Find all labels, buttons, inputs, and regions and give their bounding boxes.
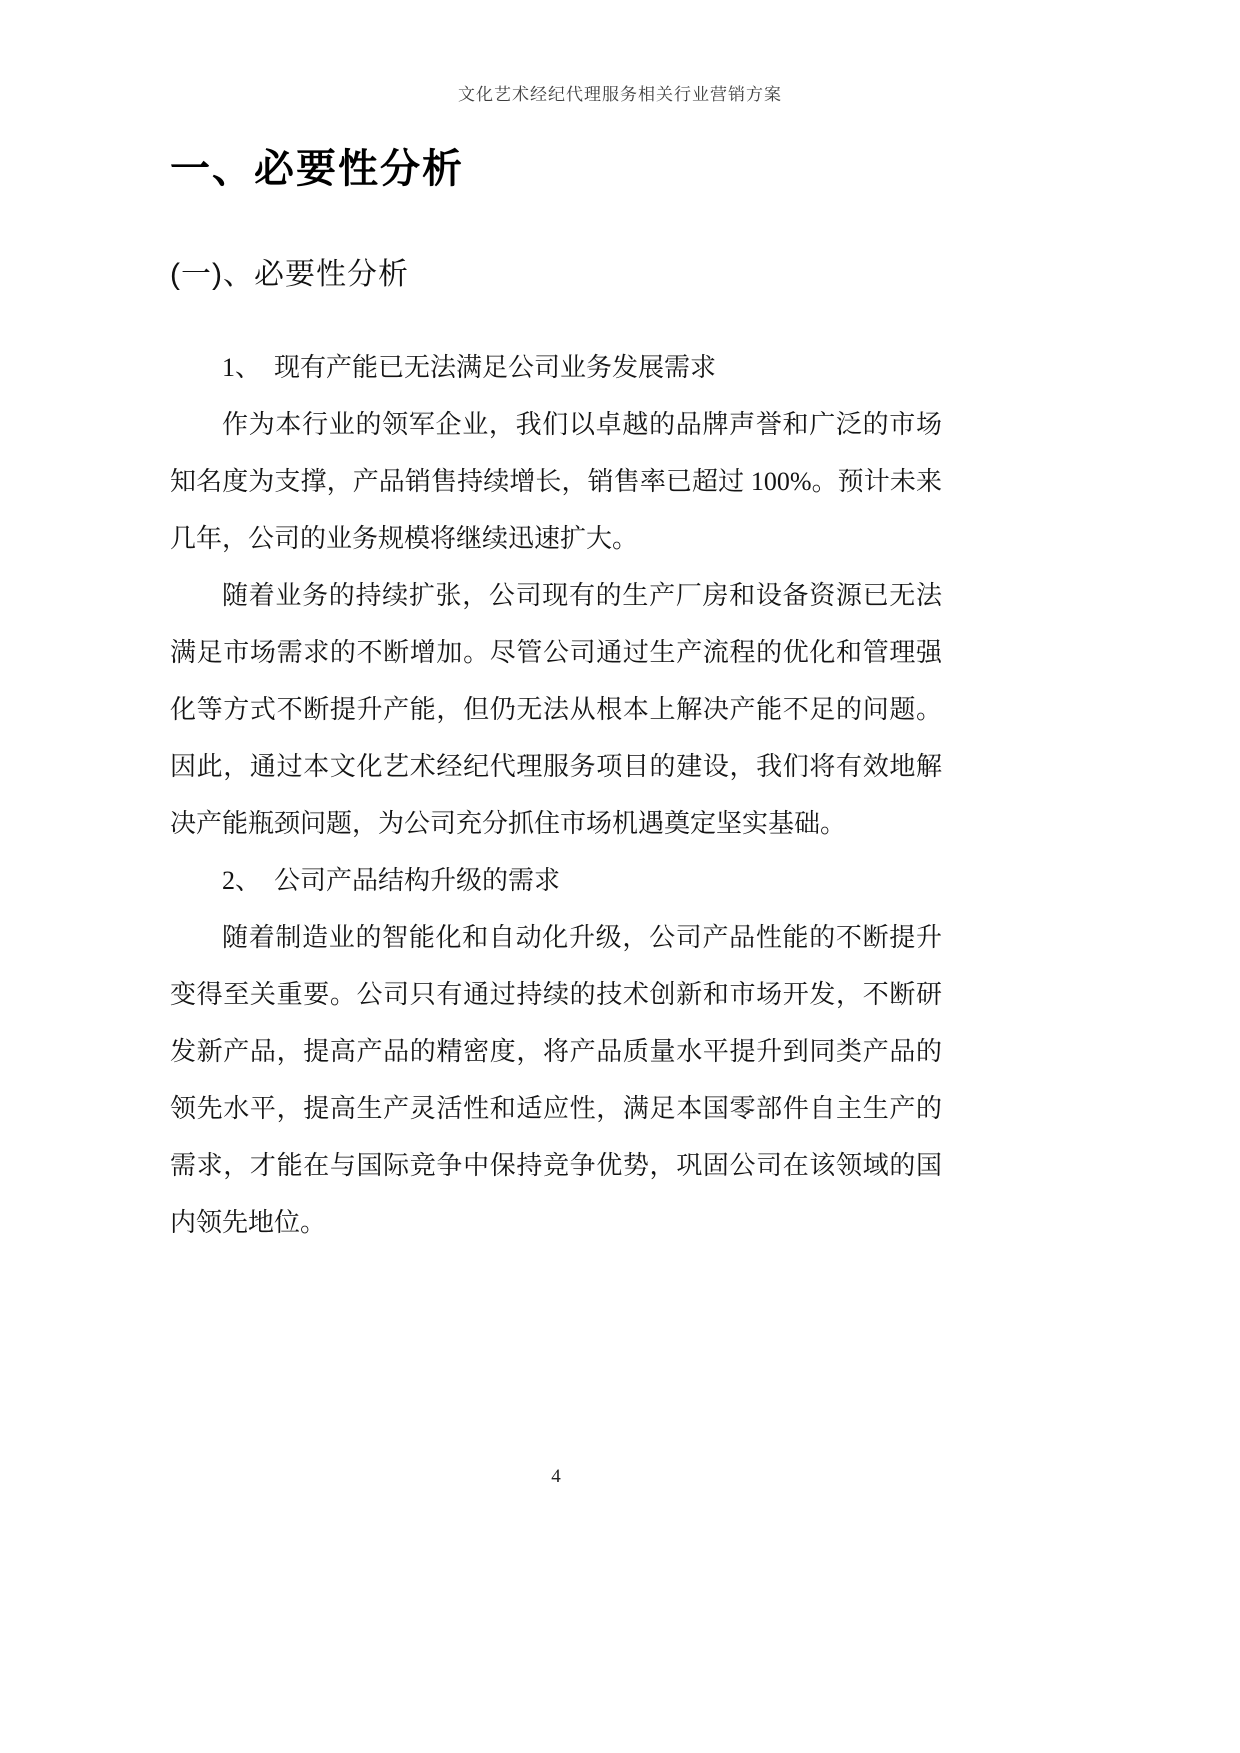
- numbered-item-1: 1、 现有产能已无法满足公司业务发展需求: [222, 353, 717, 382]
- page-number: 4: [551, 1466, 561, 1487]
- paragraph: 作为本行业的领军企业，我们以卓越的品牌声誉和广泛的市场知名度为支撑，产品销售持续增长，销售率已超过 100%。预计未来几年，公司的业务规模将继续迅速扩大。: [170, 410, 942, 553]
- content-column: [170, 145, 942, 1251]
- document-header-title: 文化艺术经纪代理服务相关行业营销方案: [458, 85, 782, 104]
- paragraph: 随着业务的持续扩张，公司现有的生产厂房和设备资源已无法满足市场需求的不断增加。尽管公司通过生产流程的优化和管理强化等方式不断提升产能，但仍无法从根本上解决产能不足的问题。因此，通过本文化艺术经纪代理服务项目的建设，我们将有效地解决产能瓶颈问题，为公司充分抓住市场机遇奠定坚实基础。: [170, 581, 942, 838]
- paragraph: 随着制造业的智能化和自动化升级，公司产品性能的不断提升变得至关重要。公司只有通过持续的技术创新和市场开发，不断研发新产品，提高产品的精密度，将产品质量水平提升到同类产品的领先水平，提高生产灵活性和适应性，满足本国零部件自主生产的需求，才能在与国际竞争中保持竞争优势，巩固公司在该领域的国内领先地位。: [170, 923, 942, 1237]
- numbered-item-2: 2、 公司产品结构升级的需求: [222, 866, 561, 895]
- section-heading: 一、必要性分析: [170, 147, 464, 191]
- body-text: [170, 339, 942, 1251]
- subsection-heading: (一)、必要性分析: [170, 258, 409, 291]
